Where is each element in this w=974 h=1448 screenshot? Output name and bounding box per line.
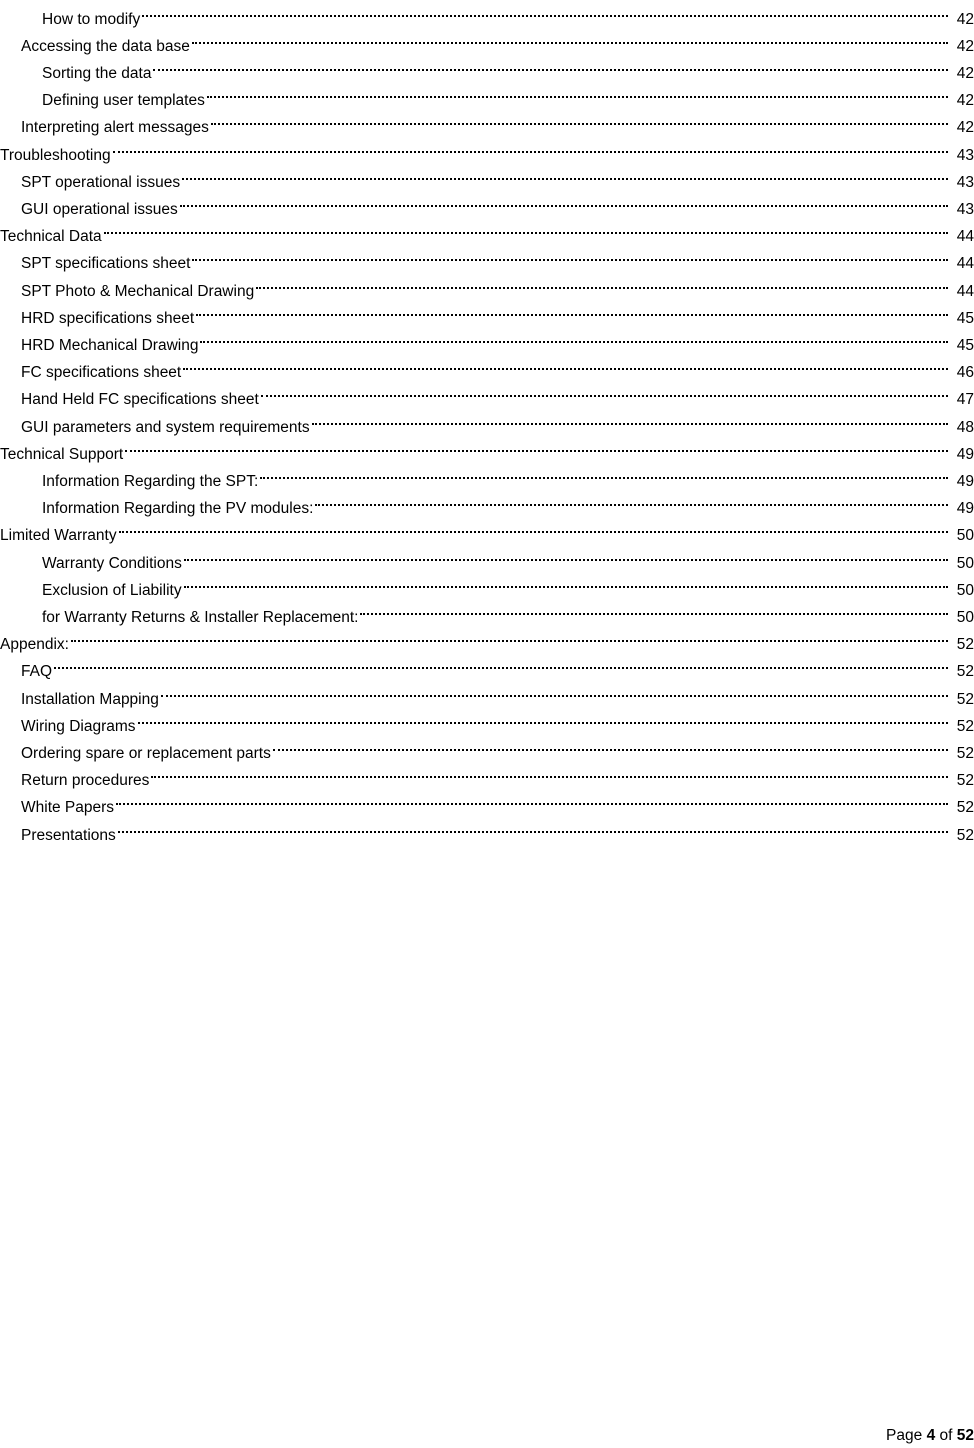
toc-dot-leader (192, 24, 948, 51)
toc-entry-page-number: 43 (956, 173, 974, 191)
toc-dot-leader (184, 568, 948, 595)
toc-entry-title: Sorting the data (42, 64, 152, 82)
toc-entry-page-number: 49 (956, 500, 974, 518)
toc-entry-page-number: 42 (956, 64, 974, 82)
toc-entry-page-number: 46 (956, 364, 974, 382)
toc-dot-leader (192, 241, 948, 268)
toc-entry[interactable] (0, 78, 974, 110)
toc-dot-leader (161, 677, 948, 704)
toc-entry[interactable] (0, 105, 974, 137)
toc-entry-title: Return procedures (21, 772, 150, 790)
toc-entry-title: Ordering spare or replacement parts (21, 744, 271, 762)
toc-entry-page-number: 52 (956, 717, 974, 735)
toc-entry[interactable] (0, 541, 974, 572)
toc-entry-page-number: 50 (956, 581, 974, 599)
toc-entry-title: Presentations (21, 826, 116, 844)
toc-entry[interactable] (0, 214, 974, 246)
toc-dot-leader (151, 758, 948, 785)
toc-dot-leader (71, 622, 948, 649)
toc-dot-leader (180, 187, 948, 214)
toc-entry[interactable] (0, 350, 974, 382)
toc-entry-page-number: 43 (956, 200, 974, 218)
toc-entry-title: SPT Photo & Mechanical Drawing (21, 282, 255, 300)
toc-entry-page-number: 42 (956, 92, 974, 110)
toc-entry-page-number: 52 (956, 663, 974, 681)
toc-dot-leader (118, 813, 948, 840)
toc-entry-page-number: 49 (956, 472, 974, 490)
toc-entry-title: Wiring Diagrams (21, 717, 136, 735)
toc-entry-title: Installation Mapping (21, 690, 159, 708)
toc-entry-page-number: 50 (956, 608, 974, 626)
toc-entry-title: Limited Warranty (0, 527, 117, 545)
toc-dot-leader (104, 214, 948, 241)
toc-entry[interactable] (0, 269, 974, 300)
of-label: of (939, 1427, 953, 1444)
toc-entry[interactable] (0, 649, 974, 681)
toc-entry-page-number: 52 (956, 744, 974, 762)
total-pages-number: 52 (956, 1427, 974, 1444)
toc-entry-page-number: 48 (956, 418, 974, 436)
toc-dot-leader (184, 541, 948, 568)
toc-entry-title: Exclusion of Liability (42, 581, 182, 599)
toc-entry-title: Interpreting alert messages (21, 119, 209, 137)
toc-entry-title: Troubleshooting (0, 146, 111, 164)
toc-entry-page-number: 44 (956, 255, 974, 273)
toc-entry-title: SPT operational issues (21, 173, 181, 191)
toc-entry-title: Defining user templates (42, 92, 205, 110)
toc-entry-page-number: 50 (956, 527, 974, 545)
toc-entry-title: Technical Data (0, 228, 102, 246)
toc-entry-title: SPT specifications sheet (21, 255, 191, 273)
toc-entry[interactable] (0, 758, 974, 790)
toc-dot-leader (200, 323, 948, 350)
toc-entry-title: HRD specifications sheet (21, 309, 195, 327)
toc-entry-page-number: 52 (956, 690, 974, 708)
toc-entry-page-number: 47 (956, 391, 974, 409)
toc-entry-title: Warranty Conditions (42, 554, 182, 572)
toc-entry-title: for Warranty Returns & Installer Replacement: (42, 608, 359, 626)
toc-entry-page-number: 42 (956, 10, 974, 28)
current-page-number: 4 (926, 1427, 936, 1444)
toc-entry-page-number: 50 (956, 554, 974, 572)
toc-entry[interactable] (0, 377, 974, 409)
toc-dot-leader (113, 133, 948, 160)
toc-entry-title: Technical Support (0, 445, 124, 463)
toc-dot-leader (315, 486, 948, 513)
toc-entry[interactable] (0, 595, 974, 626)
toc-entry-title: GUI operational issues (21, 200, 178, 218)
toc-dot-leader (256, 269, 948, 296)
toc-entry[interactable] (0, 51, 974, 82)
toc-entry-page-number: 42 (956, 119, 974, 137)
toc-entry[interactable] (0, 459, 974, 490)
toc-entry[interactable] (0, 731, 974, 762)
toc-entry[interactable] (0, 187, 974, 218)
toc-dot-leader (138, 704, 948, 731)
toc-dot-leader (360, 595, 948, 622)
toc-entry-title: Hand Held FC specifications sheet (21, 391, 259, 409)
toc-entry[interactable] (0, 241, 974, 273)
toc-dot-leader (142, 0, 948, 24)
toc-dot-leader (116, 785, 948, 812)
toc-entry-title: Appendix: (0, 636, 69, 654)
page-footer (886, 1424, 974, 1448)
toc-entry-title: Information Regarding the PV modules: (42, 500, 314, 518)
toc-dot-leader (260, 459, 948, 486)
toc-dot-leader (119, 513, 948, 540)
toc-entry[interactable] (0, 622, 974, 654)
toc-dot-leader (183, 350, 948, 377)
toc-entry[interactable] (0, 133, 974, 164)
toc-entry-page-number: 44 (956, 282, 974, 300)
toc-entry-page-number: 52 (956, 826, 974, 844)
toc-entry-page-number: 49 (956, 445, 974, 463)
toc-entry-page-number: 45 (956, 309, 974, 327)
toc-dot-leader (312, 405, 948, 432)
toc-entry[interactable] (0, 160, 974, 191)
toc-dot-leader (207, 78, 948, 105)
toc-entry[interactable] (0, 813, 974, 844)
toc-entry[interactable] (0, 486, 974, 518)
toc-entry[interactable] (0, 704, 974, 735)
toc-entry-title: White Papers (21, 799, 115, 817)
toc-dot-leader (273, 731, 948, 758)
toc-entry-page-number: 43 (956, 146, 974, 164)
toc-entry[interactable] (0, 432, 974, 463)
toc-entry-title: Information Regarding the SPT: (42, 472, 259, 490)
toc-dot-leader (153, 51, 948, 78)
toc-dot-leader (261, 377, 948, 404)
toc-entry-title: Accessing the data base (21, 37, 190, 55)
toc-entry-page-number: 52 (956, 772, 974, 790)
toc-entry[interactable] (0, 513, 974, 545)
page-label: Page (886, 1427, 923, 1444)
toc-dot-leader (182, 160, 948, 187)
toc-entry-title: GUI parameters and system requirements (21, 418, 310, 436)
toc-entry-title: HRD Mechanical Drawing (21, 336, 199, 354)
toc-dot-leader (125, 432, 948, 459)
toc-entry-page-number: 42 (956, 37, 974, 55)
toc-entry-title: FC specifications sheet (21, 364, 182, 382)
toc-entry[interactable] (0, 677, 974, 708)
toc-entry[interactable] (0, 785, 974, 817)
toc-entry[interactable] (0, 24, 974, 55)
toc-entry[interactable] (0, 405, 974, 436)
toc-entry[interactable] (0, 323, 974, 354)
toc-entry-title: FAQ (21, 663, 53, 681)
toc-entry[interactable] (0, 296, 974, 327)
toc-entry-page-number: 45 (956, 336, 974, 354)
toc-dot-leader (54, 649, 948, 676)
toc-entry-page-number: 44 (956, 228, 974, 246)
toc-entry-page-number: 52 (956, 636, 974, 654)
toc-entry-title: How to modify (42, 10, 141, 28)
toc-dot-leader (211, 105, 948, 132)
toc-dot-leader (196, 296, 948, 323)
toc-entry-page-number: 52 (956, 799, 974, 817)
toc-entry[interactable] (0, 568, 974, 599)
toc-entry[interactable] (0, 0, 974, 28)
